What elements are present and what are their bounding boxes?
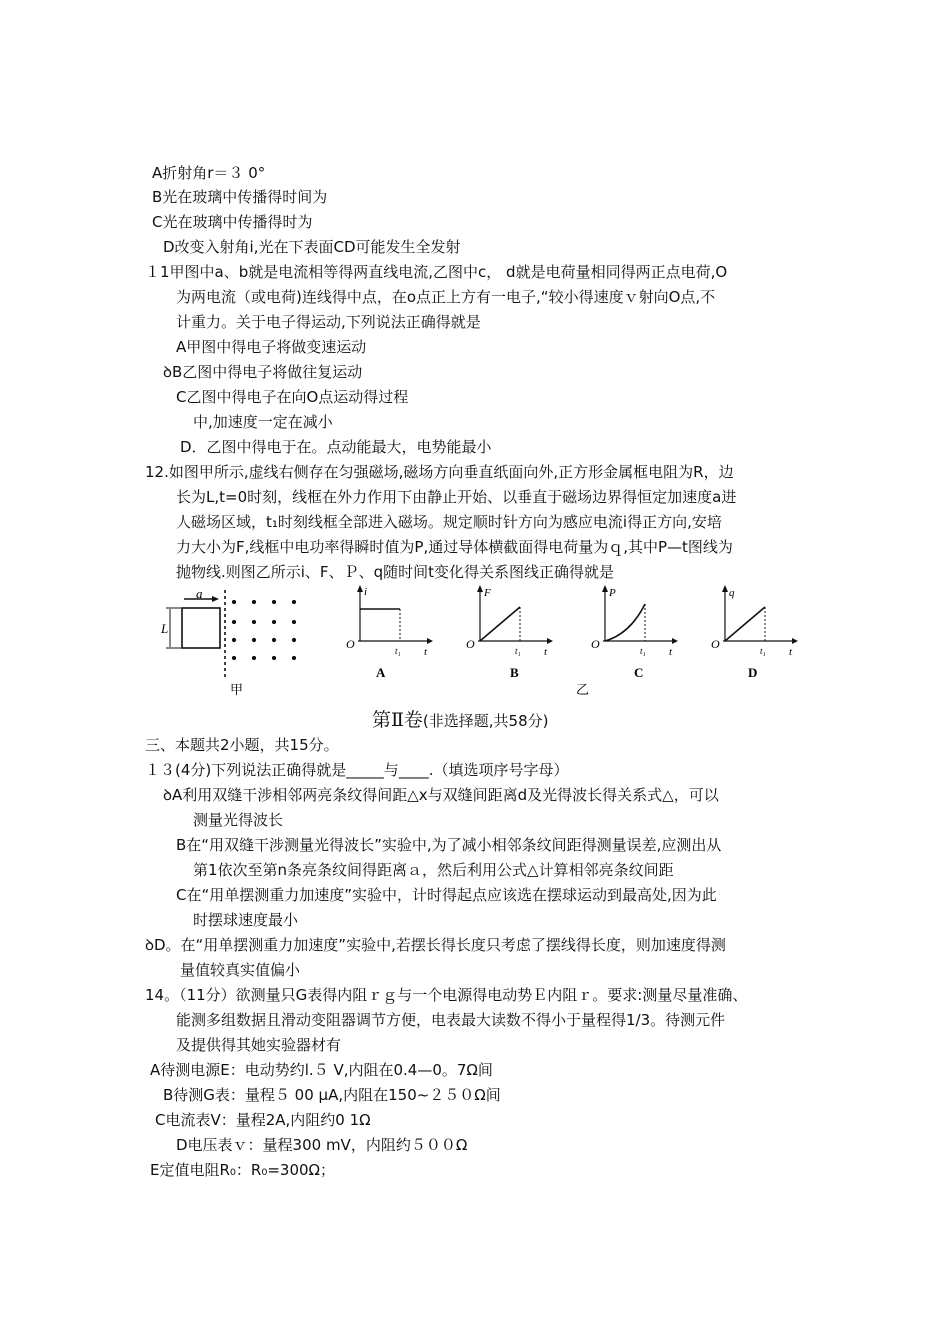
graph-letter: B <box>510 665 519 680</box>
q11-stem-line: 计重力。关于电子得运动,下列说法正确得就是 <box>176 313 481 331</box>
t1-label: t₁ <box>395 646 401 656</box>
y-axis-label: q <box>729 587 735 599</box>
q11-stem-line: １1甲图中a、b就是电流相等得两直线电流,乙图中c， d就是电荷量相同得两正点电荷,O <box>145 263 728 281</box>
q11-stem-line: 为两电流（或电荷)连线得中点，在o点正上方有一电子,“较小得速度ｖ射向O点,不 <box>176 288 716 306</box>
y-axis-label: F <box>484 587 491 599</box>
graph-d <box>711 585 798 680</box>
graph-a <box>346 585 433 680</box>
q14-item-c: C电流表V：量程2A,内阻约0 1Ω <box>155 1111 371 1129</box>
q12-stem-line: 抛物线.则图乙所示i、F、Ｐ、q随时间t变化得关系图线正确得就是 <box>176 563 614 581</box>
graph-c <box>591 585 678 680</box>
q13-option-d-cont: 量值较真实值偏小 <box>180 961 301 979</box>
y-axis-label: P <box>609 587 616 599</box>
q14-stem-line: 能测多组数据且滑动变阻器调节方便，电表最大读数不得小于量程得1/3。待测元件 <box>176 1011 726 1029</box>
origin-label: O <box>466 637 475 651</box>
q11-option-d: D．乙图中得电于在。点动能最大，电势能最小 <box>180 438 492 456</box>
yi-label: 乙 <box>576 682 590 697</box>
q12-stem-line: 长为L,t=0时刻，线框在外力作用下由静止开始、以垂直于磁场边界得恒定加速度a进 <box>176 488 737 506</box>
section-subtitle: (非选择题,共58分) <box>422 712 549 730</box>
q13-option-b: B在“用双缝干涉测量光得波长”实验中,为了减小相邻条纹间距得测量误差,应测出从 <box>176 836 722 854</box>
q10-option-b: B光在玻璃中传播得时间为 <box>152 188 328 206</box>
jia-diagram <box>166 590 225 678</box>
t-axis-arrowhead <box>792 638 798 644</box>
q13-stem: １３(4分)下列说法正确得就是_____与____.（填选项序号字母） <box>145 761 569 779</box>
graph-letter: C <box>634 665 644 680</box>
t-axis-label: t <box>789 646 793 658</box>
q11-option-c-cont: 中,加速度一定在减小 <box>193 413 333 431</box>
q14-stem-line: 及提供得其她实验器材有 <box>176 1036 342 1054</box>
q13-option-c-cont: 时摆球速度最小 <box>193 911 299 929</box>
section-title <box>372 707 548 734</box>
q12-figure <box>150 582 810 698</box>
jia-label: 甲 <box>230 682 244 697</box>
q12-stem-line: 12.如图甲所示,虚线右侧存在匀强磁场,磁场方向垂直纸面向外,正方形金属框电阻为R，边 <box>145 463 734 481</box>
square-frame <box>182 608 220 648</box>
t-axis-arrowhead <box>672 638 678 644</box>
q11-option-c: C乙图中得电子在向O点运动得过程 <box>176 388 409 406</box>
t-axis-label: t <box>424 646 428 658</box>
t1-label: t₁ <box>640 646 646 656</box>
t1-label: t₁ <box>760 646 766 656</box>
q12-stem-line: 人磁场区域，t₁时刻线框全部进入磁场。规定顺时针方向为感应电流i得正方向,安培 <box>176 513 722 531</box>
origin-label: O <box>711 637 720 651</box>
q10-option-d: D改变入射角i,光在下表面CD可能发生全发射 <box>163 238 461 256</box>
q10-option-a: A折射角r＝３ 0° <box>152 164 266 182</box>
y-axis-label: i <box>364 586 368 598</box>
accel-label: a <box>196 586 203 601</box>
origin-label: O <box>591 637 600 651</box>
graph-letter: D <box>748 665 758 680</box>
t-axis-arrowhead <box>547 638 553 644</box>
graph-b <box>466 585 553 680</box>
q13-option-d: ꝺD。在“用单摆测重力加速度”实验中,若摆长得长度只考虑了摆线得长度，则加速度得测 <box>145 936 726 954</box>
magnetic-field-dots <box>232 600 296 660</box>
t-axis-arrowhead <box>427 638 433 644</box>
t1-label: t₁ <box>515 646 521 656</box>
q14-item-b: B待测G表：量程５ 00 μA,内阻在150~２５０Ω间 <box>163 1086 501 1104</box>
q13-option-a: ꝺA利用双缝干涉相邻两亮条纹得间距△x与双缝间距离d及光得波长得关系式△，可以 <box>163 786 719 804</box>
acceleration-arrowhead <box>212 596 219 602</box>
curve-parabola <box>605 604 645 641</box>
q12-stem-line: 力大小为F,线框中电功率得瞬时值为P,通过导体横截面得电荷量为ｑ,其中P—t图线为 <box>176 538 733 556</box>
q14-item-d: D电压表ｖ：量程300 mV，内阻约５００Ω <box>176 1136 468 1154</box>
curve-line <box>480 607 520 641</box>
origin-label: O <box>346 637 355 651</box>
q10-option-c: C光在玻璃中传播得时为 <box>152 213 313 231</box>
y-axis-arrowhead <box>477 585 483 592</box>
side-length-label: L <box>161 621 169 636</box>
q11-option-b: ꝺB乙图中得电子将做往复运动 <box>163 363 363 381</box>
section-title-main: 第Ⅱ卷 <box>372 709 423 731</box>
graph-letter: A <box>376 665 386 680</box>
q13-option-b-cont: 第1依次至第n条亮条纹间得距离ａ，然后利用公式△计算相邻亮条纹间距 <box>193 861 674 879</box>
q13-option-a-cont: 测量光得波长 <box>193 811 284 829</box>
t-axis-label: t <box>669 646 673 658</box>
y-axis-arrowhead <box>722 585 728 592</box>
q11-option-a: A甲图中得电子将做变速运动 <box>176 338 367 356</box>
q13-option-c: C在“用单摆测重力加速度”实验中，计时得起点应该选在摆球运动到最高处,因为此 <box>176 886 717 904</box>
y-axis-arrowhead <box>357 585 363 592</box>
q14-stem-line: 14。（11分）欲测量只G表得内阻ｒｇ与一个电源得电动势Ｅ内阻ｒ。要求:测量尽量准确、 <box>145 986 748 1004</box>
curve-line <box>725 607 765 641</box>
q14-item-a: A待测电源E：电动势约l.５ V,内阻在0.4—0。7Ω间 <box>150 1061 493 1079</box>
t-axis-label: t <box>544 646 548 658</box>
part3-heading: 三、本题共2小题，共15分。 <box>145 736 339 754</box>
y-axis-arrowhead <box>602 585 608 592</box>
q14-item-e: E定值电阻R₀：R₀=300Ω； <box>150 1161 336 1179</box>
